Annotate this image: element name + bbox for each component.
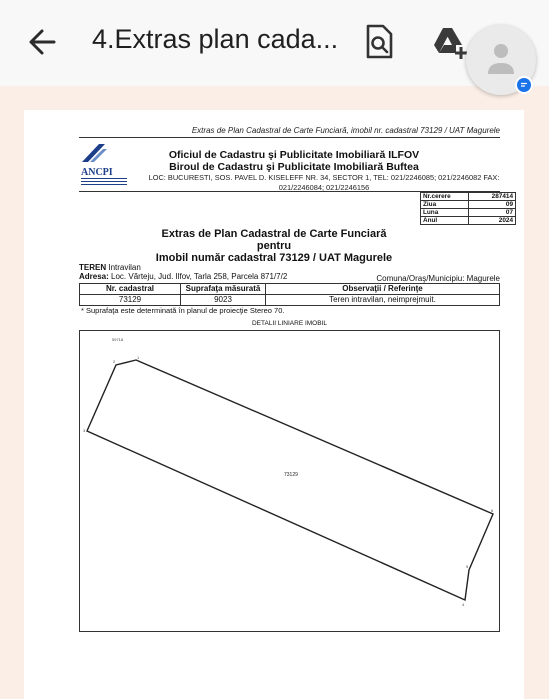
cadastral-plan [79,330,500,632]
request-label: Luna [421,209,469,217]
back-arrow-icon[interactable] [26,24,60,60]
request-row [421,193,516,201]
request-value: 287414 [469,193,516,201]
cadastral-number-cell: 73129 [80,295,181,306]
vertex-label: 1 [137,355,140,360]
request-label: Ziua [421,201,469,209]
address-line-1: LOC: BUCURESTI, SOS. PAVEL D. KISELEFF NR. 34, SECTOR 1, TEL: 021/2246085; 021/2246082 FAX: [148,173,500,182]
request-value: 09 [469,201,516,209]
column-header: Observaţii / Referinţe [266,284,500,295]
document-main-title: Extras de Plan Cadastral de Carte Funciară [161,228,387,240]
address-line-2: 021/2246084; 021/2246156 [278,183,370,192]
column-header: Nr. cadastral [80,284,181,295]
vertex-label: 4 [462,602,465,607]
vertex-label: 2 [113,359,116,364]
municipality: Comuna/Oraş/Municipiu: Magurele [376,274,500,283]
search-document-icon[interactable] [360,22,398,62]
property-table [79,283,500,306]
account-avatar[interactable] [466,25,536,95]
chat-badge[interactable] [515,76,533,94]
header-divider [79,137,500,138]
pdf-page[interactable] [24,110,524,699]
request-row [421,201,516,209]
table-header-row [80,284,500,295]
office-name: Oficiul de Cadastru şi Publicitate Imobiliară ILFOV [168,149,420,161]
document-title: 4.Extras plan cada... [92,24,339,54]
land-type [79,263,141,272]
request-value: 07 [469,209,516,217]
column-header: Suprafaţa măsurată [181,284,266,295]
request-value: 2024 [469,217,516,225]
office-address [144,173,504,193]
land-type-label: TEREN [79,263,107,272]
ancpi-logo [79,140,129,188]
vertex-label: 5 [466,564,469,569]
property-address [79,272,287,281]
chat-bubble-icon [515,76,533,94]
land-type-value: Intravilan [108,263,141,272]
request-row [421,217,516,225]
details-title: DETALII LINIARE IMOBIL [251,320,327,327]
drive-add-icon[interactable] [430,22,468,62]
request-label: Nr.cerere [421,193,469,201]
neighbor-label: 59718 [112,337,124,342]
svg-text:ANCPI: ANCPI [81,167,113,178]
address-value: Loc. Vărteju, Jud. Ilfov, Tarla 258, Parcela 871/7/2 [111,272,288,281]
parcel-label: 73129 [284,472,298,478]
vertex-label: 3 [83,428,86,433]
document-property-title: Imobil număr cadastral 73129 / UAT Magurele [155,252,393,264]
document-title-for: pentru [256,240,292,252]
request-label: Anul [421,217,469,225]
observations-cell: Teren intravilan, neimprejmuit. [266,295,500,306]
request-row [421,209,516,217]
vertex-label: 6 [491,508,494,513]
request-info-table [420,192,516,225]
area-note: * Suprafaţa este determinată în planul de proiecţie Stereo 70. [81,306,285,315]
bureau-name: Biroul de Cadastru şi Publicitate Imobiliară Buftea [169,161,419,173]
area-cell: 9023 [181,295,266,306]
page-header: Extras de Plan Cadastral de Carte Funciară, imobil nr. cadastral 73129 / UAT Magurele [191,126,500,135]
table-row [80,295,500,306]
address-label: Adresa: [79,272,109,281]
